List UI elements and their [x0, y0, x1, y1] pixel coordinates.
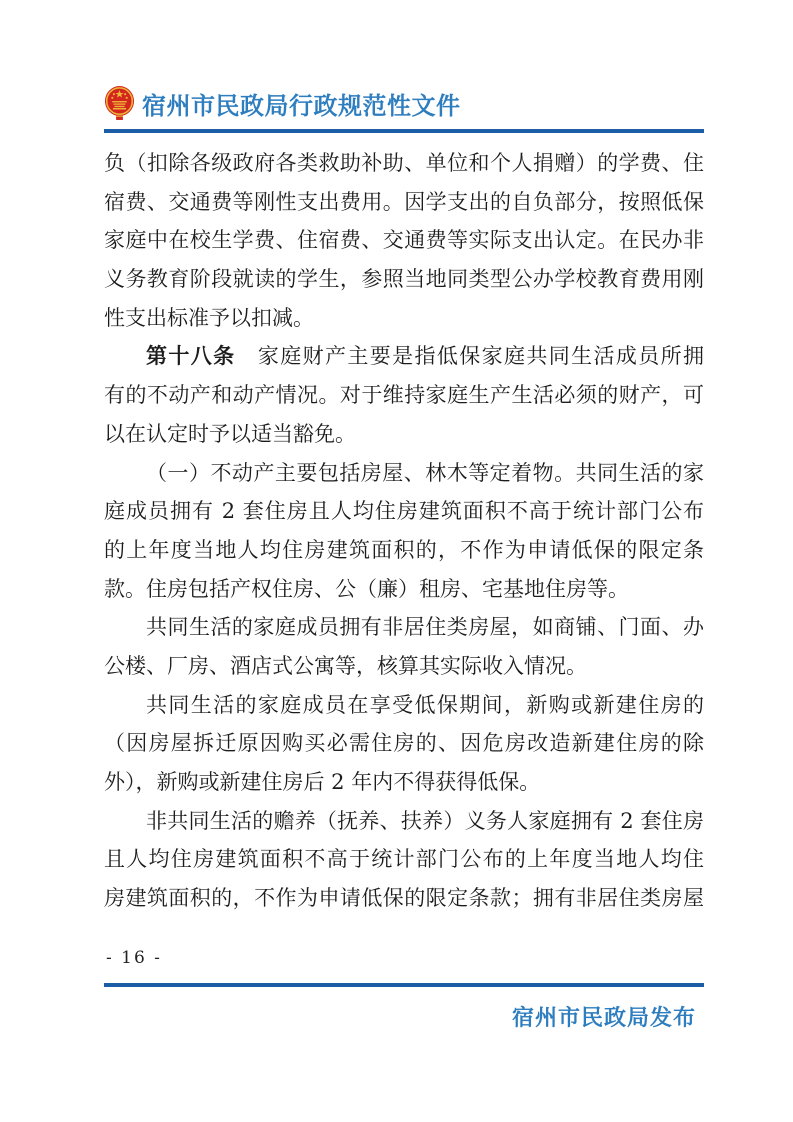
body-line: 共同生活的家庭成员在享受低保期间，新购或新建住房的 [146, 692, 704, 717]
body-text [104, 144, 704, 918]
document-header [104, 82, 704, 124]
body-line: 共同生活的家庭成员拥有非居住类房屋，如商铺、门面、办 [146, 615, 704, 640]
footer-divider-rule [104, 983, 704, 987]
document-title: 宿州市民政局行政规范性文件 [142, 91, 461, 120]
body-line: 有的不动产和动产情况。对于维持家庭生产生活必须的财产，可 [104, 383, 704, 408]
body-line: 的上年度当地人均住房建筑面积的，不作为申请低保的限定条 [104, 537, 704, 562]
body-line: 房建筑面积的，不作为申请低保的限定条款；拥有非居住类房屋 [104, 886, 704, 911]
body-line: 义务教育阶段就读的学生，参照当地同类型公办学校教育费用刚 [104, 267, 704, 292]
body-line: （因房屋拆迁原因购买必需住房的、因危房改造新建住房的除 [104, 731, 704, 756]
china-national-emblem-icon [104, 85, 135, 121]
body-line: 负（扣除各级政府各类救助补助、单位和个人捐赠）的学费、住 [104, 151, 704, 175]
body-line: 宿费、交通费等刚性支出费用。因学支出的自负部分，按照低保 [104, 189, 704, 214]
article-number-label: 第十八条 [146, 344, 236, 369]
body-line: 款。住房包括产权住房、公（廉）租房、宅基地住房等。 [104, 576, 629, 601]
body-line: 以在认定时予以适当豁免。 [104, 421, 356, 446]
body-line: （一）不动产主要包括房屋、林木等定着物。共同生活的家 [146, 460, 704, 485]
body-line: 外），新购或新建住房后 2 年内不得获得低保。 [104, 770, 541, 794]
body-line: 庭成员拥有 2 套住房且人均住房建筑面积不高于统计部门公布 [104, 499, 704, 524]
body-line: 且人均住房建筑面积不高于统计部门公布的上年度当地人均住 [104, 847, 704, 872]
body-line: 第十八条 家庭财产主要是指低保家庭共同生活成员所拥 [146, 344, 704, 369]
header-divider-rule [104, 129, 704, 133]
body-line: 公楼、厂房、酒店式公寓等，核算其实际收入情况。 [104, 653, 587, 678]
body-line: 家庭中在校生学费、住宿费、交通费等实际支出认定。在民办非 [104, 228, 704, 253]
body-line: 非共同生活的赡养（抚养、扶养）义务人家庭拥有 2 套住房 [146, 808, 704, 833]
body-line: 性支出标准予以扣减。 [104, 305, 314, 330]
publisher-label: 宿州市民政局发布 [511, 1006, 696, 1031]
page-number: - 16 - [106, 948, 162, 968]
